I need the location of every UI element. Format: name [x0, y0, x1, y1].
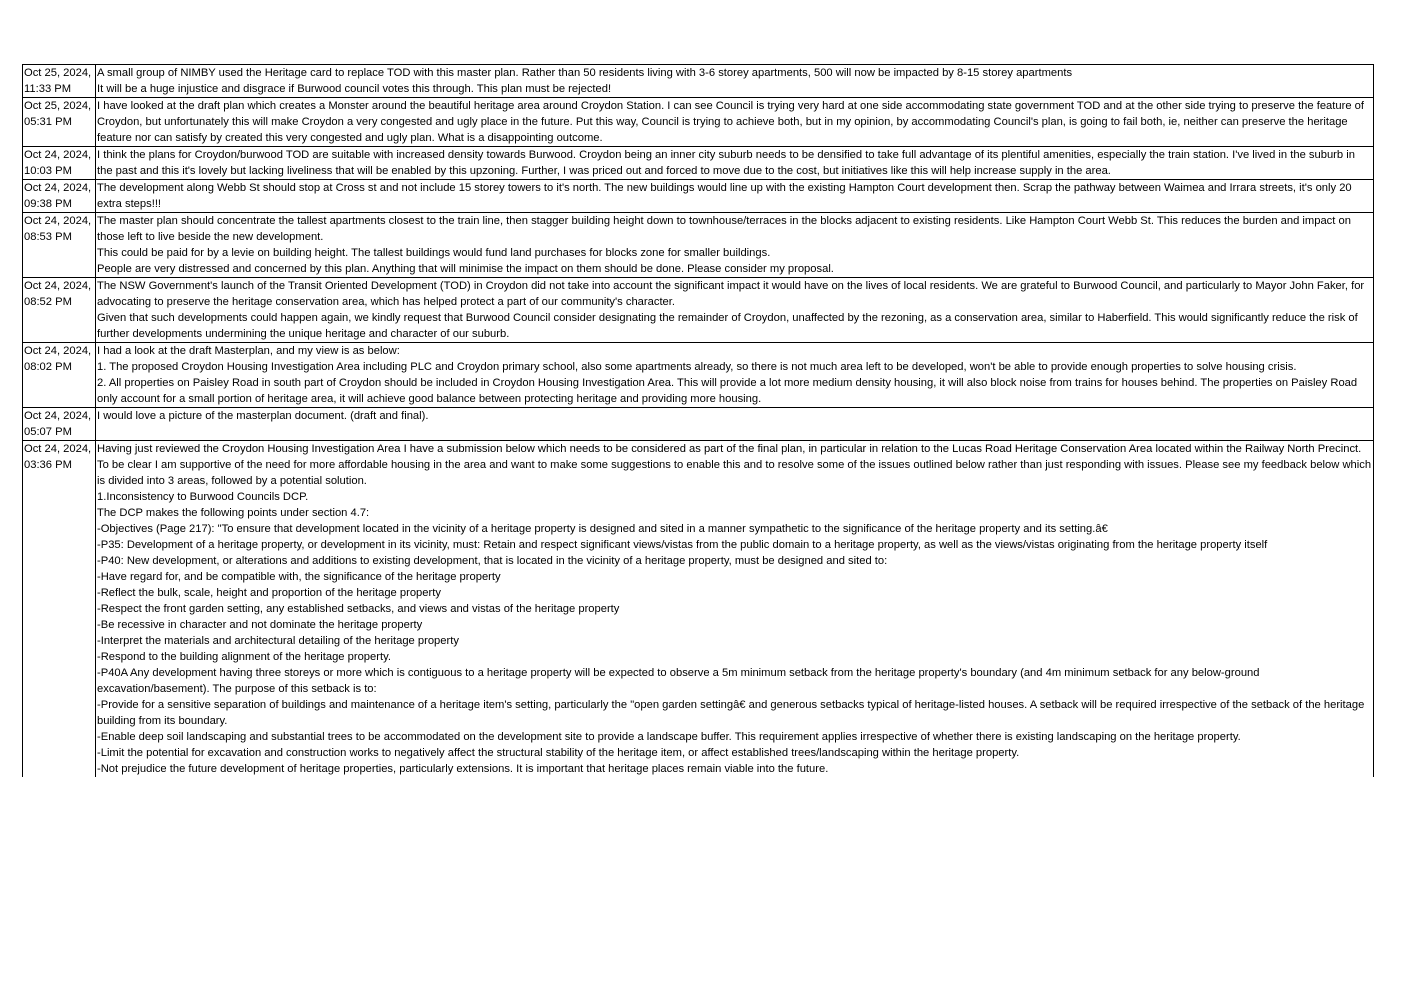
comment-paragraph: -Reflect the bulk, scale, height and proportion of the heritage property: [97, 587, 441, 599]
comment-paragraph: -Limit the potential for excavation and construction works to negatively affect the structural stability of the heritage item, or affect established trees/landscaping within the heritage property.: [97, 747, 1020, 759]
comment-paragraph: -Respond to the building alignment of the heritage property.: [97, 651, 391, 663]
comment-date: Oct 24, 2024, 09:38 PM: [23, 180, 96, 213]
comment-paragraph: -P40A Any development having three storeys or more which is contiguous to a heritage property will be expected to observe a 5m minimum setback from the heritage property's boundary (and 4m minimum setback for any below-ground excavation/basement). The purpose of this setback is to:: [97, 667, 1260, 695]
comment-row: [23, 441, 1374, 778]
comment-text: [96, 180, 1374, 213]
comment-date: Oct 24, 2024, 03:36 PM: [23, 441, 96, 778]
comment-paragraph: I have looked at the draft plan which creates a Monster around the beautiful heritage area around Croydon Station. I can see Council is trying very hard at one side accommodating state government TOD and at the other side trying to preserve the feature of Croydon, but unfortunately this will make Croydon a very congested and ugly place in the future. Put this way, Council is trying to achieve both, but in my opinion, by accommodating Council's plan, is going to fail both, ie, neither can preserve the heritage feature nor can satisfy by created this very congested and ugly plan. What is a disappointing outcome.: [97, 100, 1364, 144]
comment-text: [96, 441, 1374, 778]
comment-row: [23, 98, 1374, 147]
comment-row: [23, 278, 1374, 343]
comment-paragraph: The master plan should concentrate the tallest apartments closest to the train line, then stagger building height down to townhouse/terraces in the blocks adjacent to existing residents. Like Hampton Court Webb St. This reduces the burden and impact on those left to live beside the new development.: [97, 215, 1351, 243]
comment-paragraph: Having just reviewed the Croydon Housing Investigation Area I have a submission below which needs to be considered as part of the final plan, in particular in relation to the Lucas Road Heritage Conservation Area located within the Railway North Precinct.: [97, 443, 1362, 455]
comment-paragraph: People are very distressed and concerned by this plan. Anything that will minimise the impact on them should be done. Please consider my proposal.: [97, 263, 834, 275]
comment-row: [23, 343, 1374, 408]
comment-row: [23, 65, 1374, 98]
comment-paragraph: This could be paid for by a levie on building height. The tallest buildings would fund land purchases for blocks zone for smaller buildings.: [97, 247, 771, 259]
comment-paragraph: The NSW Government's launch of the Transit Oriented Development (TOD) in Croydon did not take into account the significant impact it would have on the lives of local residents. We are grateful to Burwood Council, and particularly to Mayor John Faker, for advocating to preserve the heritage conservation area, which has helped protect a part of our community's character.: [97, 280, 1365, 308]
comment-row: [23, 180, 1374, 213]
comment-paragraph: It will be a huge injustice and disgrace if Burwood council votes this through. This plan must be rejected!: [97, 83, 612, 95]
comment-paragraph: To be clear I am supportive of the need for more affordable housing in the area and want to make some suggestions to enable this and to resolve some of the issues outlined below rather than just responding with issues. Please see my feedback below which is divided into 3 areas, followed by a potential solution.: [97, 459, 1372, 487]
comment-paragraph: -Interpret the materials and architectural detailing of the heritage property: [97, 635, 459, 647]
comment-row: [23, 408, 1374, 441]
comment-paragraph: -Respect the front garden setting, any established setbacks, and views and vistas of the heritage property: [97, 603, 620, 615]
comment-text: [96, 408, 1374, 441]
comment-paragraph: -Provide for a sensitive separation of buildings and maintenance of a heritage item's setting, particularly the "open garden settingâ€ and generous setbacks typical of heritage-listed houses. A setback will be required irrespective of the setback of the heritage building from its boundary.: [97, 699, 1365, 727]
comments-table: [22, 64, 1374, 777]
comment-text: [96, 65, 1374, 98]
comment-paragraph: -Not prejudice the future development of heritage properties, particularly extensions. It is important that heritage places remain viable into the future.: [97, 763, 829, 775]
comment-date: Oct 24, 2024, 08:02 PM: [23, 343, 96, 408]
comment-paragraph: -Enable deep soil landscaping and substantial trees to be accommodated on the development site to provide a landscape buffer. This requirement applies irrespective of whether there is existing landscaping on the heritage property.: [97, 731, 1241, 743]
comment-paragraph: I would love a picture of the masterplan document. (draft and final).: [97, 410, 429, 422]
comment-paragraph: I think the plans for Croydon/burwood TOD are suitable with increased density towards Burwood. Croydon being an inner city suburb needs to be densified to take full advantage of its plentiful amenities, especially the train station. I've lived in the suburb in the past and this it's lovely but lacking liveliness that will be enabled by this upzoning. Further, I was priced out and forced to move due to the cost, but initiatives like this will help increase supply in the area.: [97, 149, 1355, 177]
comment-paragraph: The development along Webb St should stop at Cross st and not include 15 storey towers to it's north. The new buildings would line up with the existing Hampton Court development then. Scrap the pathway between Waimea and Irrara streets, it's only 20 extra steps!!!: [97, 182, 1352, 210]
comment-paragraph: -P35: Development of a heritage property, or development in its vicinity, must: Retain and respect significant views/vistas from the public domain to a heritage property, as well as the views/vistas originating from the heritage property itself: [97, 539, 1268, 551]
comment-text: [96, 343, 1374, 408]
comments-table-body: [23, 65, 1374, 778]
comment-paragraph: A small group of NIMBY used the Heritage card to replace TOD with this master plan. Rather than 50 residents living with 3-6 storey apartments, 500 will now be impacted by 8-15 storey apartments: [97, 67, 1073, 79]
comment-date: Oct 25, 2024, 11:33 PM: [23, 65, 96, 98]
comment-date: Oct 24, 2024, 08:52 PM: [23, 278, 96, 343]
comment-date: Oct 24, 2024, 08:53 PM: [23, 213, 96, 278]
comment-paragraph: The DCP makes the following points under section 4.7:: [97, 507, 370, 519]
comment-paragraph: Given that such developments could happen again, we kindly request that Burwood Council consider designating the remainder of Croydon, unaffected by the rezoning, as a conservation area, similar to Haberfield. This would significantly reduce the risk of further developments undermining the unique heritage and character of our suburb.: [97, 312, 1358, 340]
comment-paragraph: -Be recessive in character and not dominate the heritage property: [97, 619, 423, 631]
comment-date: Oct 25, 2024, 05:31 PM: [23, 98, 96, 147]
comment-text: [96, 278, 1374, 343]
comment-date: Oct 24, 2024, 05:07 PM: [23, 408, 96, 441]
comment-text: [96, 213, 1374, 278]
comment-text: [96, 147, 1374, 180]
comment-row: [23, 147, 1374, 180]
comment-row: [23, 213, 1374, 278]
comment-paragraph: 1. The proposed Croydon Housing Investigation Area including PLC and Croydon primary school, also some apartments already, so there is not much area left to be developed, won't be able to provide enough properties to solve housing crisis.: [97, 361, 1297, 373]
comment-text: [96, 98, 1374, 147]
comment-paragraph: 1.Inconsistency to Burwood Councils DCP.: [97, 491, 309, 503]
comment-date: Oct 24, 2024, 10:03 PM: [23, 147, 96, 180]
comment-paragraph: -Have regard for, and be compatible with, the significance of the heritage property: [97, 571, 501, 583]
comment-paragraph: -P40: New development, or alterations and additions to existing development, that is located in the vicinity of a heritage property, must be designed and sited to:: [97, 555, 888, 567]
comment-paragraph: I had a look at the draft Masterplan, and my view is as below:: [97, 345, 400, 357]
comment-paragraph: -Objectives (Page 217): "To ensure that development located in the vicinity of a heritage property is designed and sited in a manner sympathetic to the significance of the heritage property and its setting.â€: [97, 523, 1108, 535]
comment-paragraph: 2. All properties on Paisley Road in south part of Croydon should be included in Croydon Housing Investigation Area. This will provide a lot more medium density housing, it will also block noise from trains for houses behind. The properties on Paisley Road only account for a small portion of heritage area, it will achieve good balance between protecting heritage and providing more housing.: [97, 377, 1358, 405]
